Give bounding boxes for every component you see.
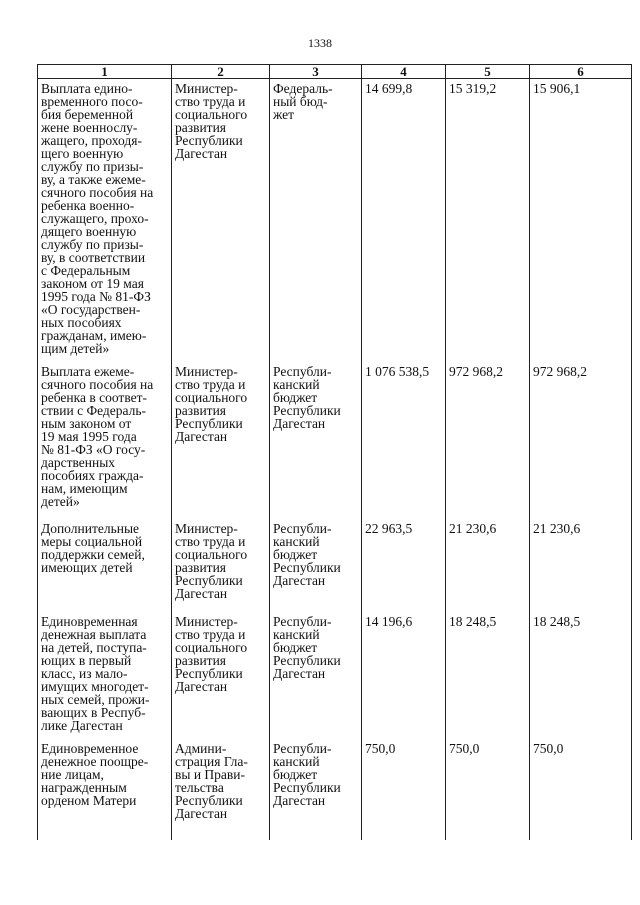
table-row (38, 739, 632, 840)
table-header-row (38, 65, 632, 79)
column-header-1: 1 (38, 65, 172, 79)
column-header-3: 3 (270, 65, 362, 79)
table-row (38, 610, 632, 739)
executor: Министер- ство труда и социального развития Республики Дагестан (172, 610, 270, 739)
funding-source: Республи- канский бюджет Республики Дагестан (270, 362, 362, 519)
table-row (38, 79, 632, 363)
value-col-4: 1 076 538,5 (362, 362, 446, 519)
value-col-5: 972 968,2 (446, 362, 530, 519)
measure-name: Единовременное денежное поощре- ние лицам, награжденным орденом Матери (38, 739, 172, 840)
value-col-6: 15 906,1 (530, 79, 632, 363)
column-header-5: 5 (446, 65, 530, 79)
funding-source: Республи- канский бюджет Республики Дагестан (270, 739, 362, 840)
budget-table (37, 64, 632, 840)
column-header-6: 6 (530, 65, 632, 79)
table-row (38, 362, 632, 519)
value-col-6: 18 248,5 (530, 610, 632, 739)
value-col-4: 14 196,6 (362, 610, 446, 739)
value-col-5: 18 248,5 (446, 610, 530, 739)
value-col-5: 15 319,2 (446, 79, 530, 363)
column-header-4: 4 (362, 65, 446, 79)
executor: Министер- ство труда и социального развития Республики Дагестан (172, 79, 270, 363)
value-col-6: 972 968,2 (530, 362, 632, 519)
value-col-6: 21 230,6 (530, 519, 632, 610)
value-col-5: 21 230,6 (446, 519, 530, 610)
page-number: 1338 (308, 36, 332, 50)
executor: Министер- ство труда и социального развития Республики Дагестан (172, 362, 270, 519)
column-header-2: 2 (172, 65, 270, 79)
value-col-4: 750,0 (362, 739, 446, 840)
value-col-6: 750,0 (530, 739, 632, 840)
measure-name: Единовременная денежная выплата на детей, поступа- ющих в первый класс, из мало- имущих многодет- ных семей, прожи- вающих в Респуб- лике Дагестан (38, 610, 172, 739)
value-col-5: 750,0 (446, 739, 530, 840)
funding-source: Республи- канский бюджет Республики Дагестан (270, 610, 362, 739)
measure-name: Выплата ежеме- сячного пособия на ребенка в соответ- ствии с Федераль- ным законом от 19 мая 1995 года № 81-ФЗ «О госу- дарственных пособиях гражда- нам, имеющим детей» (38, 362, 172, 519)
funding-source: Федераль- ный бюд- жет (270, 79, 362, 363)
measure-name: Дополнительные меры социальной поддержки семей, имеющих детей (38, 519, 172, 610)
measure-name: Выплата едино- временного посо- бия беременной жене военнослу- жащего, проходя- щего военную службу по призы- ву, а также ежеме- сячного пособия на ребенка военно- служащего, прохо- дящего военную службу по призы- ву, в соответствии с Федеральным законом от 19 мая 1995 года № 81-ФЗ «О государствен- ных пособиях гражданам, имею- щим детей» (38, 79, 172, 363)
executor: Министер- ство труда и социального развития Республики Дагестан (172, 519, 270, 610)
funding-source: Республи- канский бюджет Республики Дагестан (270, 519, 362, 610)
table-row (38, 519, 632, 610)
value-col-4: 14 699,8 (362, 79, 446, 363)
executor: Админи- страция Гла- вы и Прави- тельства Республики Дагестан (172, 739, 270, 840)
value-col-4: 22 963,5 (362, 519, 446, 610)
